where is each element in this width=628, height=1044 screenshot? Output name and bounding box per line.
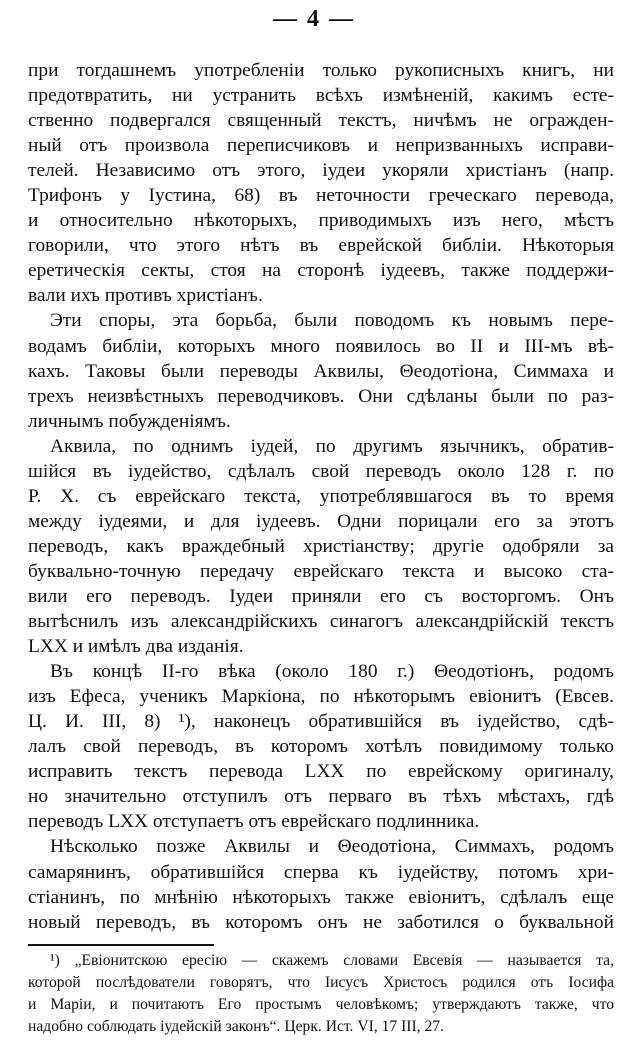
- text-line: и относительно нѣкоторыхъ, приводимыхъ изъ него, мѣстъ: [28, 210, 614, 232]
- text-line: стіанинъ, по мнѣнію нѣкоторыхъ также евіонитъ, сдѣлалъ еще: [28, 886, 614, 908]
- footnote-divider: [28, 944, 214, 946]
- body-text: [28, 58, 614, 935]
- footnote-line: и Маріи, и почитаютъ Его простымъ человѣкомъ; утверждаютъ также, что: [28, 996, 614, 1013]
- text-line: Трифонъ у Іустина, 68) въ неточности греческаго перевода,: [28, 185, 614, 207]
- text-line: буквально-точную передачу еврейскаго текста и высоко ста-: [28, 560, 614, 582]
- text-line: вали ихъ противъ христіанъ.: [28, 285, 263, 307]
- text-line: телей. Независимо отъ этого, іудеи укоряли христіанъ (напр.: [28, 160, 614, 182]
- text-line: самарянинъ, обратившійся сперва къ іудейству, потомъ хри-: [28, 861, 614, 883]
- text-line: Въ концѣ II-го вѣка (около 180 г.) Θеодотіонъ, родомъ: [50, 661, 614, 683]
- text-line: Р. Х. съ еврейскаго текста, употреблявшагося въ то время: [28, 485, 614, 507]
- text-line: LXX и имѣлъ два изданія.: [28, 636, 244, 658]
- text-line: Эти споры, эта борьба, были поводомъ къ новымъ пере-: [50, 310, 614, 332]
- text-line: но значительно отступилъ отъ перваго въ тѣхъ мѣстахъ, гдѣ: [28, 786, 614, 808]
- text-line: ственно подвергался священный текстъ, ничѣмъ не огражден-: [28, 110, 614, 132]
- text-line: говорили, что этого нѣтъ въ еврейской библіи. Нѣкоторыя: [28, 235, 614, 257]
- text-line: водамъ библіи, которыхъ много появилось во II и III-мъ вѣ-: [28, 335, 614, 357]
- text-line: переводъ, какъ враждебный христіанству; другіе одобряли за: [28, 535, 614, 557]
- page-number: — 4 —: [273, 6, 355, 32]
- paragraph: [28, 434, 614, 659]
- text-line: Нѣсколько позже Аквилы и Θеодотіона, Симмахъ, родомъ: [50, 836, 614, 858]
- text-line: вытѣснилъ изъ александрійскихъ синагогъ александрійскій текстъ: [28, 611, 614, 633]
- footnote: [28, 950, 614, 1038]
- text-line: при тогдашнемъ употребленіи только рукописныхъ книгъ, ни: [28, 60, 614, 81]
- text-line: Ц. И. III, 8) ¹), наконецъ обратившійся въ іудейство, сдѣ-: [28, 711, 614, 733]
- paragraph: [28, 659, 614, 834]
- text-line: шійся въ іудейство, сдѣлалъ свой переводъ около 128 г. по: [28, 460, 614, 482]
- text-line: лалъ свой переводъ, въ которомъ хотѣлъ повидимому только: [28, 736, 614, 758]
- text-line: между іудеями, и для іудеевъ. Одни порицали его за этотъ: [28, 510, 614, 532]
- paragraph: [28, 58, 614, 308]
- paragraph: [28, 834, 614, 934]
- text-line: вили его переводъ. Іудеи приняли его съ восторгомъ. Онъ: [28, 585, 614, 607]
- text-line: изъ Ефеса, ученикъ Маркіона, по нѣкоторымъ евіонитъ (Евсев.: [28, 686, 614, 708]
- text-line: предотвратить, ни устранить всѣхъ измѣненій, какимъ есте-: [28, 85, 614, 107]
- text-line: переводъ LXX отступаетъ отъ еврейскаго подлинника.: [28, 811, 480, 833]
- footnote-line: ¹) „Евіонитскою ересію — скажемъ словами Евсевія — называется та,: [50, 952, 614, 969]
- text-line: кахъ. Таковы были переводы Аквилы, Θеодотіона, Симмаха и: [28, 360, 614, 382]
- footnote-line: надобно соблюдать іудейскій законъ“. Церк. Ист. VI, 17 III, 27.: [28, 1018, 444, 1035]
- text-line: исправить текстъ перевода LXX по еврейскому оригиналу,: [28, 761, 614, 783]
- text-line: Аквила, по однимъ іудей, по другимъ язычникъ, обратив-: [50, 435, 614, 457]
- text-line: новый переводъ, въ которомъ онъ не заботился о буквальной: [28, 911, 614, 933]
- footnote-line: которой послѣдователи говорятъ, что Іисусъ Христосъ родился отъ Іосифа: [28, 974, 614, 991]
- text-line: еретическія секты, стоя на сторонѣ іудеевъ, также поддержи-: [28, 260, 614, 282]
- text-line: ный отъ произвола переписчиковъ и непризванныхъ исправи-: [28, 135, 614, 157]
- paragraph: [28, 308, 614, 433]
- text-line: трехъ неизвѣстныхъ переводчиковъ. Они сдѣланы были по раз-: [28, 385, 614, 407]
- text-line: личнымъ побужденіямъ.: [28, 410, 231, 432]
